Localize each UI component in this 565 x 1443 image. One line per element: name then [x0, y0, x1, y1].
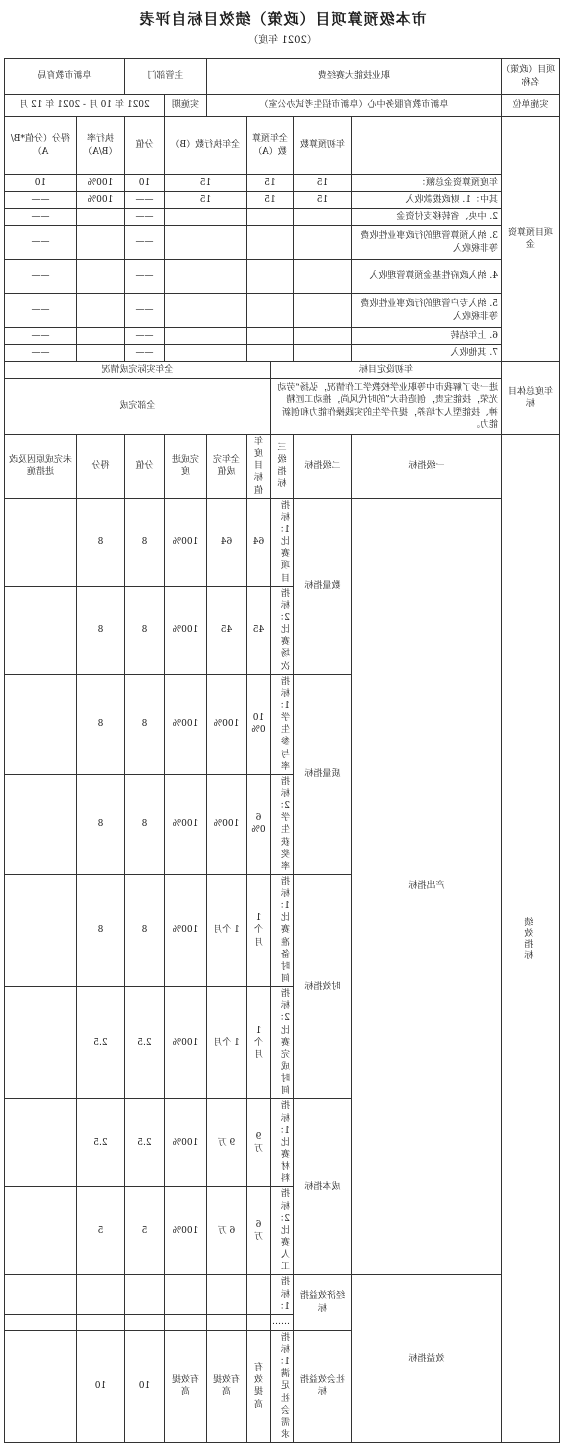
level3-label: 指标 1：满足社会需求	[271, 1330, 294, 1442]
full-year-exec-value	[164, 328, 246, 345]
annual-budget-value: 15	[294, 175, 352, 192]
score-weight-value: ——	[124, 209, 164, 226]
weight-value: 5	[124, 1187, 164, 1275]
level2-label: 质量指标	[294, 674, 352, 874]
progress-value: 100%	[164, 674, 206, 774]
annual-budget-header: 年初预算数	[294, 117, 352, 175]
goals-header-row	[4, 362, 559, 379]
exec-rate-value	[76, 294, 124, 328]
score-header: 得分（分值*B/A）	[4, 117, 76, 175]
score-value	[76, 1314, 124, 1330]
level3-label: 指标 1：学生参与率	[271, 674, 294, 774]
full-year-budget-header: 全年预算数（A）	[247, 117, 294, 175]
annual-budget-value	[294, 209, 352, 226]
score-value: 10	[4, 175, 76, 192]
exec-rate-value: 100%	[76, 175, 124, 192]
funds-header-row	[4, 117, 559, 175]
indicator-row	[4, 1275, 559, 1314]
level3-label: 指标 1：比赛材料	[271, 1099, 294, 1187]
document-year: （2021 年度）	[248, 35, 317, 46]
reason-value	[4, 874, 76, 986]
goals-row	[4, 379, 559, 435]
progress-value: 有效提高	[164, 1330, 206, 1442]
project-name-row	[4, 59, 559, 95]
funds-row-label: 6. 上年结转	[352, 328, 502, 345]
full-year-budget-value	[247, 260, 294, 294]
funds-row	[4, 209, 559, 226]
full-year-value: 45	[206, 586, 246, 674]
score-weight-value: 10	[124, 175, 164, 192]
funds-row	[4, 294, 559, 328]
annual-target-value: 60%	[247, 774, 271, 874]
full-year-exec-value: 15	[164, 175, 246, 192]
progress-value	[164, 1314, 206, 1330]
exec-rate-value	[76, 209, 124, 226]
reason-value	[4, 674, 76, 774]
reason-value	[4, 1275, 76, 1314]
full-year-budget-value	[247, 294, 294, 328]
funds-row-label: 3. 纳入预算管理的行政事业性收费等非税收入	[352, 226, 502, 260]
score-weight-value: ——	[124, 294, 164, 328]
full-year-budget-value: 15	[247, 175, 294, 192]
weight-value: 2.5	[124, 987, 164, 1099]
score-value: ——	[4, 345, 76, 362]
annual-target-value	[247, 1275, 271, 1314]
score-value: 8	[76, 498, 124, 586]
weight-value	[124, 1314, 164, 1330]
annual-target-value: 64	[247, 498, 271, 586]
weight-value: 8	[124, 674, 164, 774]
self-evaluation-table	[4, 58, 560, 1443]
exec-rate-value	[76, 345, 124, 362]
level2-label: 成本指标	[294, 1099, 352, 1275]
annual-budget-value	[294, 345, 352, 362]
funds-row-label: 2. 中央、省转移支付资金	[352, 209, 502, 226]
exec-rate-value: 100%	[76, 192, 124, 209]
level3-label: 指标 1：	[271, 1275, 294, 1314]
progress-value	[164, 1275, 206, 1314]
level2-header: 二级指标	[294, 435, 352, 499]
full-year-value: 1 个月	[206, 987, 246, 1099]
level2-label: 时效指标	[294, 874, 352, 1099]
level3-label: 指标 1：比赛项目	[271, 498, 294, 586]
indicator-row	[4, 498, 559, 586]
funds-row-label: 5. 纳入专户管理的行政事业性收费等非税收入	[352, 294, 502, 328]
level3-label: ……	[271, 1314, 294, 1330]
score-value: 8	[76, 586, 124, 674]
full-year-value-header: 全年完成值	[206, 435, 246, 499]
document-title: 市本级预算项目（政策）绩效目标自评表	[138, 10, 427, 28]
full-year-value: 9 万	[206, 1099, 246, 1187]
full-year-value: 有效提高	[206, 1330, 246, 1442]
weight-value: 8	[124, 774, 164, 874]
score-weight-value: ——	[124, 226, 164, 260]
annual-target-value: 1 个月	[247, 987, 271, 1099]
progress-value: 100%	[164, 874, 206, 986]
exec-rate-value	[76, 260, 124, 294]
level1-label: 效益指标	[352, 1275, 502, 1443]
annual-target-value: 9 万	[247, 1099, 271, 1187]
planned-goal-text: 进一步了解我市中等职业学校教学工作情况，弘扬“劳动光荣，技能宝贵，创造伟大”的时代风尚，推动工匠精神、技能型人才培养，提升学生的实践操作能力和创新能力。	[271, 379, 502, 435]
annual-budget-value	[294, 260, 352, 294]
funds-row-label: 4. 纳入政府性基金预算管理收入	[352, 260, 502, 294]
score-value	[76, 1275, 124, 1314]
funds-row	[4, 328, 559, 345]
annual-budget-value	[294, 328, 352, 345]
score-value: 8	[76, 874, 124, 986]
full-year-budget-value	[247, 209, 294, 226]
dept-value: 阜新市教育局	[4, 59, 124, 95]
level3-label: 指标 2：学生获奖率	[271, 774, 294, 874]
progress-value: 100%	[164, 498, 206, 586]
full-year-exec-value	[164, 260, 246, 294]
full-year-value: 100%	[206, 774, 246, 874]
full-year-value: 64	[206, 498, 246, 586]
weight-value: 2.5	[124, 1099, 164, 1187]
reason-value	[4, 1330, 76, 1442]
full-year-exec-value	[164, 345, 246, 362]
weight-value: 8	[124, 874, 164, 986]
indicators-side-label: 绩效指标	[502, 435, 560, 1443]
funds-row-label: 7. 其他收入	[352, 345, 502, 362]
level1-label: 产出指标	[352, 498, 502, 1275]
full-year-value	[206, 1275, 246, 1314]
level3-header: 三级指标	[271, 435, 294, 499]
full-year-budget-value: 15	[247, 192, 294, 209]
weight-value	[124, 1275, 164, 1314]
full-year-exec-header: 全年执行数（B）	[164, 117, 246, 175]
actual-goal-text: 全部完成	[4, 379, 270, 435]
funds-group-label: 项目预算资金	[502, 117, 560, 362]
goals-label: 年度总体目标	[502, 362, 560, 435]
actual-goal-header: 全年实际完成情况	[4, 362, 270, 379]
progress-value: 100%	[164, 987, 206, 1099]
full-year-exec-value	[164, 226, 246, 260]
score-weight-value: ——	[124, 192, 164, 209]
funds-row	[4, 345, 559, 362]
annual-budget-value	[294, 294, 352, 328]
funds-blank-header	[352, 117, 502, 175]
reason-value	[4, 987, 76, 1099]
impl-unit-value: 阜新市教育服务中心（阜新市招生考试办公室）	[206, 95, 501, 117]
score-value: 8	[76, 774, 124, 874]
reason-value	[4, 1314, 76, 1330]
score-value: 2.5	[76, 987, 124, 1099]
exec-rate-header: 执行率（B/A）	[76, 117, 124, 175]
planned-goal-header: 年初设定目标	[271, 362, 502, 379]
score-weight-value: ——	[124, 260, 164, 294]
score-weight-header: 分值	[124, 117, 164, 175]
annual-budget-value: 15	[294, 192, 352, 209]
full-year-value: 6 万	[206, 1187, 246, 1275]
reason-value	[4, 498, 76, 586]
score-value: ——	[4, 209, 76, 226]
impl-unit-label: 实施单位	[502, 95, 560, 117]
funds-row	[4, 192, 559, 209]
score-value: ——	[4, 328, 76, 345]
level2-label: 社会效益指标	[294, 1330, 352, 1442]
score-value: ——	[4, 192, 76, 209]
project-name-value: 职业技能大赛经费	[206, 59, 501, 95]
level3-label: 指标 2：比赛完成时间	[271, 987, 294, 1099]
full-year-exec-value	[164, 294, 246, 328]
annual-target-value: 1 个月	[247, 874, 271, 986]
reason-value	[4, 774, 76, 874]
progress-value: 100%	[164, 586, 206, 674]
reason-value	[4, 1187, 76, 1275]
level1-header: 一级指标	[352, 435, 502, 499]
annual-target-value: 100%	[247, 674, 271, 774]
reason-value	[4, 586, 76, 674]
full-year-value: 1 个月	[206, 874, 246, 986]
annual-budget-value	[294, 226, 352, 260]
full-year-exec-value	[164, 209, 246, 226]
score-header: 得分	[76, 435, 124, 499]
progress-value: 100%	[164, 774, 206, 874]
reason-header: 未完成原因及改进措施	[4, 435, 76, 499]
dept-label: 主管部门	[124, 59, 206, 95]
project-name-label: 项目（政策）名称	[502, 59, 560, 95]
score-value: 10	[76, 1330, 124, 1442]
score-value: 2.5	[76, 1099, 124, 1187]
score-weight-value: ——	[124, 345, 164, 362]
progress-value: 100%	[164, 1187, 206, 1275]
annual-target-value: 45	[247, 586, 271, 674]
impl-row	[4, 95, 559, 117]
level3-label: 指标 2：比赛人工	[271, 1187, 294, 1275]
impl-period-label: 实施期	[164, 95, 206, 117]
annual-target-value: 有效提高	[247, 1330, 271, 1442]
funds-row-label: 其中：1. 财政拨款收入	[352, 192, 502, 209]
weight-value: 10	[124, 1330, 164, 1442]
indicator-header-row	[4, 435, 559, 499]
weight-value: 8	[124, 498, 164, 586]
score-weight-value: ——	[124, 328, 164, 345]
score-value: 5	[76, 1187, 124, 1275]
weight-value: 8	[124, 586, 164, 674]
level3-label: 指标 1：比赛准备时间	[271, 874, 294, 986]
progress-value: 100%	[164, 1099, 206, 1187]
full-year-budget-value	[247, 345, 294, 362]
full-year-exec-value: 15	[164, 192, 246, 209]
funds-row	[4, 175, 559, 192]
funds-row	[4, 260, 559, 294]
level2-label: 经济效益指标	[294, 1275, 352, 1330]
annual-target-header: 年度目标值	[247, 435, 271, 499]
annual-target-value	[247, 1314, 271, 1330]
annual-target-value: 6 万	[247, 1187, 271, 1275]
exec-rate-value	[76, 328, 124, 345]
full-year-value	[206, 1314, 246, 1330]
reason-value	[4, 1099, 76, 1187]
full-year-value: 100%	[206, 674, 246, 774]
weight-header: 分值	[124, 435, 164, 499]
impl-period-value: 2021 年 10 月 - 2021 年 12 月	[4, 95, 164, 117]
level3-label: 指标 2：比赛场次	[271, 586, 294, 674]
funds-row	[4, 226, 559, 260]
funds-row-label: 年度预算资金总额：	[352, 175, 502, 192]
score-value: ——	[4, 294, 76, 328]
full-year-budget-value	[247, 226, 294, 260]
progress-header: 完成进度	[164, 435, 206, 499]
score-value: ——	[4, 226, 76, 260]
exec-rate-value	[76, 226, 124, 260]
level2-label: 数量指标	[294, 498, 352, 674]
full-year-budget-value	[247, 328, 294, 345]
score-value: 8	[76, 674, 124, 774]
score-value: ——	[4, 260, 76, 294]
